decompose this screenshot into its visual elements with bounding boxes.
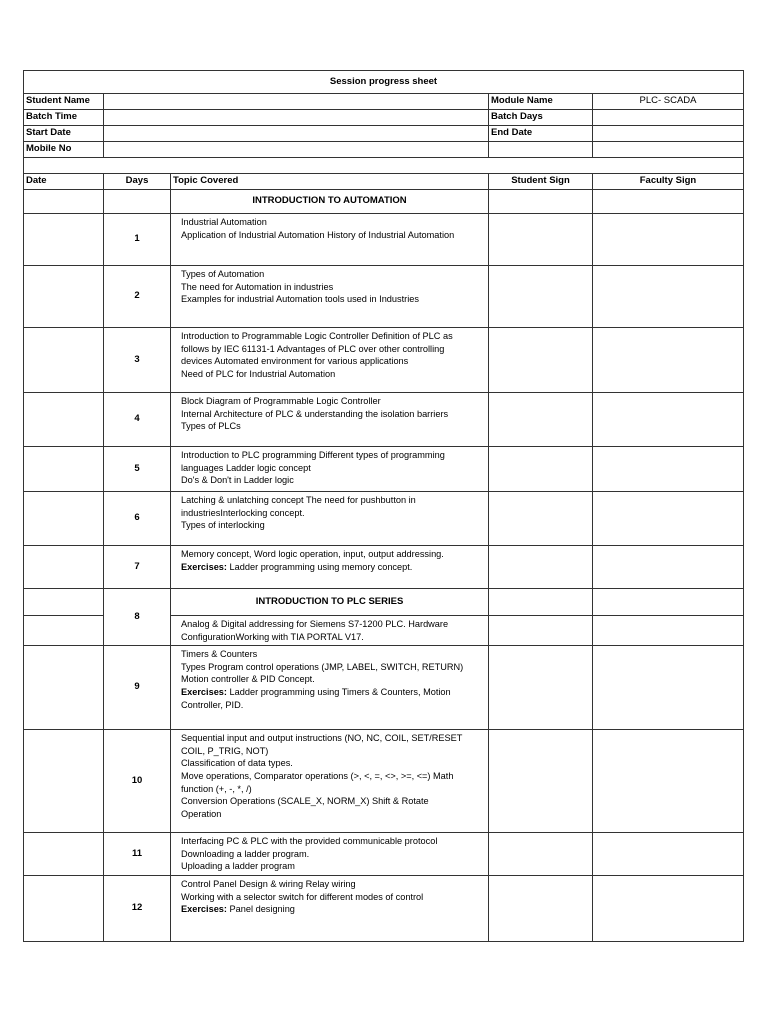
student-sign-cell[interactable] [489, 730, 593, 833]
student-sign-cell[interactable] [489, 447, 593, 492]
table-row [24, 546, 744, 589]
topic-line [181, 494, 484, 507]
topic-bold: Exercises: [181, 561, 227, 572]
topic-text: Types of PLCs [181, 421, 241, 432]
topic-line [181, 293, 484, 306]
topic-cell [171, 492, 489, 546]
topic-line [181, 268, 484, 281]
faculty-sign-cell[interactable] [593, 266, 744, 328]
topic-text: Examples for industrial Automation tools used in Industries [181, 294, 419, 305]
topic-cell [171, 546, 489, 589]
topic-text: Ladder programming using Timers & Counters, Motion [226, 686, 451, 697]
topic-line [181, 903, 484, 916]
topic-text: industriesInterlocking concept. [181, 507, 305, 518]
table-row [24, 328, 744, 393]
topic-line [181, 783, 484, 796]
topic-cell [171, 646, 489, 730]
faculty-sign-cell[interactable] [593, 546, 744, 589]
topic-text: Industrial Automation [181, 217, 267, 227]
date-cell[interactable] [24, 616, 104, 646]
topic-line [181, 519, 484, 532]
faculty-sign-cell[interactable] [593, 447, 744, 492]
topic-line [181, 474, 484, 487]
topic-bold: Exercises: [181, 686, 227, 697]
topic-line [181, 891, 484, 904]
topic-cell [171, 447, 489, 492]
topic-line [181, 408, 484, 421]
faculty-sign-cell[interactable] [593, 328, 744, 393]
topic-line [181, 420, 484, 433]
date-cell[interactable] [24, 447, 104, 492]
topic-cell [171, 875, 489, 941]
topic-text: follows by IEC 61131-1 Advantages of PLC over other controlling [181, 343, 445, 354]
date-cell[interactable] [24, 328, 104, 393]
student-sign-cell[interactable] [489, 546, 593, 589]
faculty-sign-cell[interactable] [593, 730, 744, 833]
topic-line [181, 878, 484, 891]
batch-time-field[interactable] [104, 110, 489, 126]
topic-line [181, 216, 484, 229]
session-progress-table [23, 70, 744, 942]
table-row [24, 875, 744, 941]
student-sign-cell[interactable] [489, 616, 593, 646]
topic-text: Introduction to PLC programming Different types of programming [181, 450, 445, 460]
topic-text: Downloading a ladder program. [181, 848, 310, 859]
faculty-sign-cell[interactable] [593, 190, 744, 214]
student-sign-cell[interactable] [489, 190, 593, 214]
topic-text: Latching & unlatching concept The need for pushbutton in [181, 495, 416, 505]
student-sign-cell[interactable] [489, 492, 593, 546]
topic-cell [171, 328, 489, 393]
topic-text: Internal Architecture of PLC & understanding the isolation barriers [181, 408, 449, 419]
table-row [24, 492, 744, 546]
topic-line [181, 343, 484, 356]
topic-line [181, 631, 484, 644]
topic-cell [171, 833, 489, 876]
student-sign-cell[interactable] [489, 328, 593, 393]
day-number: 2 [104, 266, 171, 328]
topic-line [181, 507, 484, 520]
topic-text: Control Panel Design & wiring Relay wiring [181, 878, 356, 889]
date-cell[interactable] [24, 546, 104, 589]
student-sign-cell[interactable] [489, 589, 593, 616]
table-row [24, 730, 744, 833]
faculty-sign-cell[interactable] [593, 214, 744, 266]
batch-days-label: Batch Days [489, 110, 593, 126]
topic-column-header: Topic Covered [171, 174, 489, 190]
topic-line [181, 795, 484, 808]
topic-text: Need of PLC for Industrial Automation [181, 368, 336, 379]
topic-text: Types of Automation [181, 269, 265, 279]
topic-text: Operation [181, 808, 222, 819]
days-column-header: Days [104, 174, 171, 190]
day-number: 4 [104, 393, 171, 447]
topic-text: Application of Industrial Automation History of Industrial Automation [181, 229, 455, 240]
topic-text: Panel designing [226, 904, 295, 915]
student-sign-cell[interactable] [489, 646, 593, 730]
student-sign-column-header: Student Sign [489, 174, 593, 190]
topic-line [181, 835, 484, 848]
date-cell[interactable] [24, 393, 104, 447]
table-row [24, 214, 744, 266]
topic-text: Motion controller & PID Concept. [181, 674, 315, 685]
date-cell[interactable] [24, 833, 104, 876]
day-number: 12 [104, 875, 171, 941]
topic-bold: Exercises: [181, 904, 227, 915]
topic-line [181, 561, 484, 574]
topic-line [181, 770, 484, 783]
days-cell [104, 190, 171, 214]
topic-line [181, 618, 484, 631]
topic-line [181, 281, 484, 294]
topic-line [181, 330, 484, 343]
faculty-sign-cell[interactable] [593, 616, 744, 646]
topic-text: Introduction to Programmable Logic Controller Definition of PLC as [181, 331, 453, 341]
topic-text: Controller, PID. [181, 699, 244, 710]
faculty-sign-cell[interactable] [593, 875, 744, 941]
topic-text: function (+, -, *, /) [181, 783, 252, 794]
topic-text: languages Ladder logic concept [181, 462, 311, 473]
date-cell[interactable] [24, 492, 104, 546]
topic-cell [171, 616, 489, 646]
topic-line [181, 699, 484, 712]
topic-line [181, 449, 484, 462]
student-sign-cell[interactable] [489, 214, 593, 266]
day-number: 11 [104, 833, 171, 876]
topic-text: The need for Automation in industries [181, 281, 334, 292]
start-date-label: Start Date [24, 126, 104, 142]
faculty-sign-cell[interactable] [593, 492, 744, 546]
topic-text: Classification of data types. [181, 758, 293, 769]
batch-time-label: Batch Time [24, 110, 104, 126]
topic-text: Do's & Don't in Ladder logic [181, 475, 294, 486]
sheet-title: Session progress sheet [24, 71, 744, 94]
topic-text: Analog & Digital addressing for Siemens S7-1200 PLC. Hardware [181, 619, 449, 629]
date-cell[interactable] [24, 646, 104, 730]
spacer-row [24, 158, 744, 174]
date-cell[interactable] [24, 589, 104, 616]
topic-text: Interfacing PC & PLC with the provided communicable protocol [181, 836, 438, 847]
table-row [24, 646, 744, 730]
topic-text: Uploading a ladder program [181, 861, 295, 872]
topic-line [181, 648, 484, 661]
day-number: 1 [104, 214, 171, 266]
topic-text: Memory concept, Word logic operation, input, output addressing. [181, 549, 444, 559]
topic-line [181, 229, 484, 242]
faculty-sign-column-header: Faculty Sign [593, 174, 744, 190]
table-row [24, 393, 744, 447]
day-number: 5 [104, 447, 171, 492]
topic-line [181, 745, 484, 758]
student-name-label: Student Name [24, 94, 104, 110]
date-cell[interactable] [24, 190, 104, 214]
day-number: 8 [104, 589, 171, 646]
topic-line [181, 368, 484, 381]
end-date-field[interactable] [593, 126, 744, 142]
mobile-no-field[interactable] [104, 142, 489, 158]
topic-line [181, 462, 484, 475]
topic-line [181, 808, 484, 821]
topic-text: Types of interlocking [181, 520, 265, 531]
topic-line [181, 673, 484, 686]
date-cell[interactable] [24, 214, 104, 266]
faculty-sign-cell[interactable] [593, 589, 744, 616]
date-cell[interactable] [24, 266, 104, 328]
table-row [24, 447, 744, 492]
topic-text: COIL, P_TRIG, NOT) [181, 745, 269, 756]
topic-text: Timers & Counters [181, 649, 258, 660]
topic-text: Working with a selector switch for different modes of control [181, 891, 424, 902]
empty-cell [593, 142, 744, 158]
topic-cell [171, 266, 489, 328]
topic-line [181, 395, 484, 408]
faculty-sign-cell[interactable] [593, 646, 744, 730]
day-number: 10 [104, 730, 171, 833]
topic-cell [171, 730, 489, 833]
module-name-value: PLC- SCADA [593, 94, 744, 110]
topic-text: Conversion Operations (SCALE_X, NORM_X) Shift & Rotate [181, 796, 429, 807]
student-sign-cell[interactable] [489, 266, 593, 328]
student-sign-cell[interactable] [489, 393, 593, 447]
topic-text: Ladder programming using memory concept. [226, 561, 413, 572]
table-row [24, 833, 744, 876]
section-heading-plc-series: INTRODUCTION TO PLC SERIES [171, 589, 489, 616]
day-number: 9 [104, 646, 171, 730]
topic-line [181, 355, 484, 368]
topic-text: Types Program control operations (JMP, LABEL, SWITCH, RETURN) [181, 661, 464, 672]
module-name-label: Module Name [489, 94, 593, 110]
topic-text: Sequential input and output instructions (NO, NC, COIL, SET/RESET [181, 733, 463, 744]
date-column-header: Date [24, 174, 104, 190]
student-name-field[interactable] [104, 94, 489, 110]
topic-line [181, 686, 484, 699]
topic-line [181, 757, 484, 770]
topic-line [181, 732, 484, 745]
date-cell[interactable] [24, 730, 104, 833]
start-date-field[interactable] [104, 126, 489, 142]
mobile-no-label: Mobile No [24, 142, 104, 158]
day-number: 3 [104, 328, 171, 393]
table-row [24, 266, 744, 328]
faculty-sign-cell[interactable] [593, 393, 744, 447]
topic-text: devices Automated environment for various applications [181, 356, 409, 367]
student-sign-cell[interactable] [489, 875, 593, 941]
date-cell[interactable] [24, 875, 104, 941]
topic-text: Block Diagram of Programmable Logic Controller [181, 396, 381, 406]
day-number: 7 [104, 546, 171, 589]
topic-line [181, 548, 484, 561]
end-date-label: End Date [489, 126, 593, 142]
topic-line [181, 848, 484, 861]
day-number: 6 [104, 492, 171, 546]
topic-line [181, 661, 484, 674]
batch-days-field[interactable] [593, 110, 744, 126]
faculty-sign-cell[interactable] [593, 833, 744, 876]
topic-cell [171, 214, 489, 266]
topic-cell [171, 393, 489, 447]
topic-line [181, 860, 484, 873]
student-sign-cell[interactable] [489, 833, 593, 876]
topic-text: Move operations, Comparator operations (>, <, =, <>, >=, <=) Math [181, 770, 454, 781]
section-heading-automation: INTRODUCTION TO AUTOMATION [171, 190, 489, 214]
empty-cell [489, 142, 593, 158]
topic-text: ConfigurationWorking with TIA PORTAL V17. [181, 631, 364, 642]
